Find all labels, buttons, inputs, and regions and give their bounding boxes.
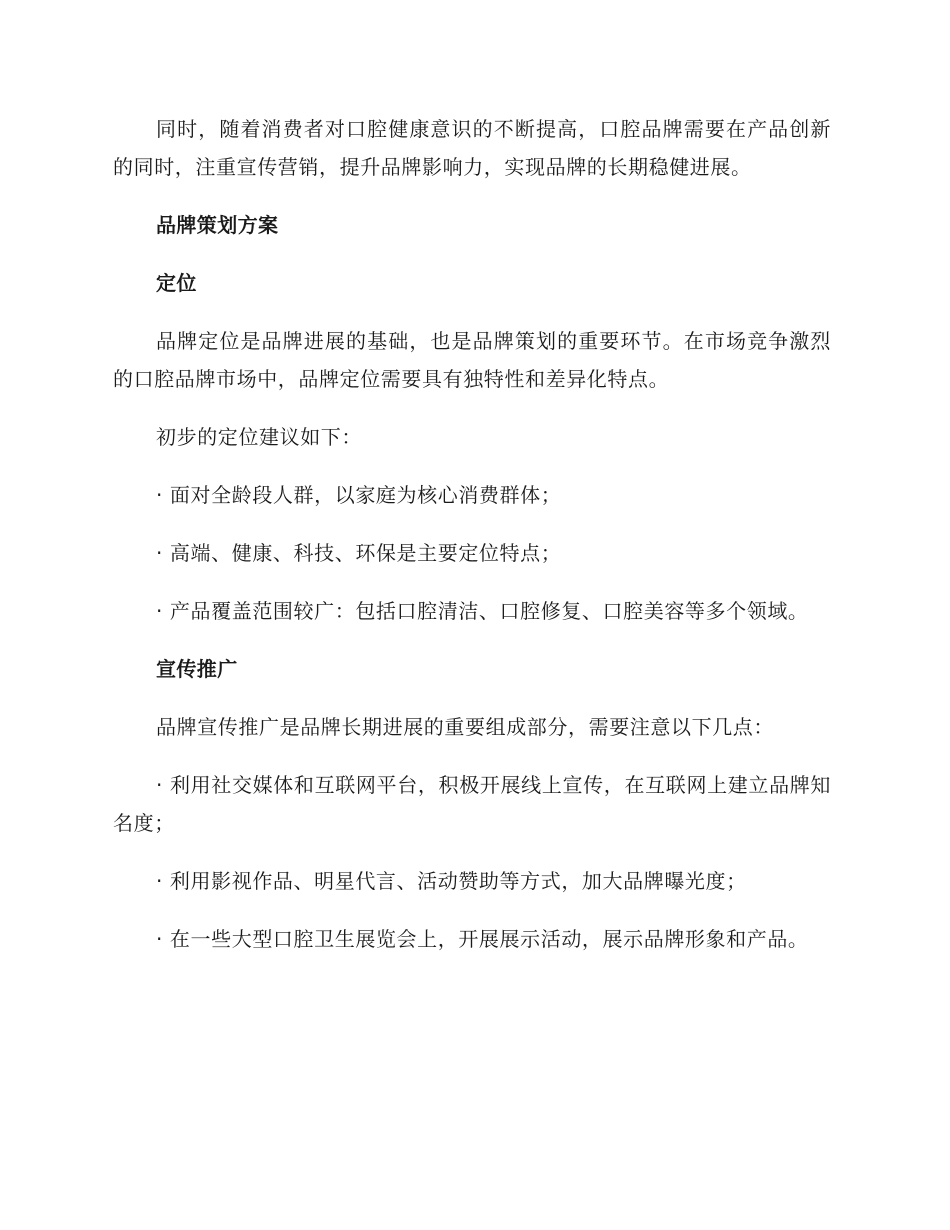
list-item-positioning-traits: · 高端、健康、科技、环保是主要定位特点； (156, 541, 562, 565)
paragraph-intro: 同时，随着消费者对口腔健康意识的不断提高，口腔品牌需要在产品创新的同时，注重宣传营销，提升品牌影响力，实现品牌的长期稳健进展。 (113, 117, 831, 179)
list-item-social-media: · 利用社交媒体和互联网平台，积极开展线上宣传，在互联网上建立品牌知名度； (113, 773, 831, 835)
paragraph-positioning: 品牌定位是品牌进展的基础，也是品牌策划的重要环节。在市场竞争激烈的口腔品牌市场中，品牌定位需要具有独特性和差异化特点。 (113, 329, 831, 391)
document-body (113, 110, 831, 958)
list-item-product-coverage: · 产品覆盖范围较广：包括口腔清洁、口腔修复、口腔美容等多个领域。 (156, 599, 809, 623)
list-item-target-audience: · 面对全龄段人群，以家庭为核心消费群体； (156, 483, 562, 507)
paragraph-promotion: 品牌宣传推广是品牌长期进展的重要组成部分，需要注意以下几点： (156, 715, 774, 739)
section-heading-brand-plan: 品牌策划方案 (156, 213, 279, 237)
subsection-heading-promotion: 宣传推广 (156, 657, 238, 681)
subsection-heading-positioning: 定位 (156, 271, 197, 295)
paragraph-positioning-suggestions: 初步的定位建议如下： (156, 425, 362, 449)
list-item-exposure: · 利用影视作品、明星代言、活动赞助等方式，加大品牌曝光度； (156, 869, 747, 893)
list-item-exhibitions: · 在一些大型口腔卫生展览会上，开展展示活动，展示品牌形象和产品。 (156, 927, 809, 951)
